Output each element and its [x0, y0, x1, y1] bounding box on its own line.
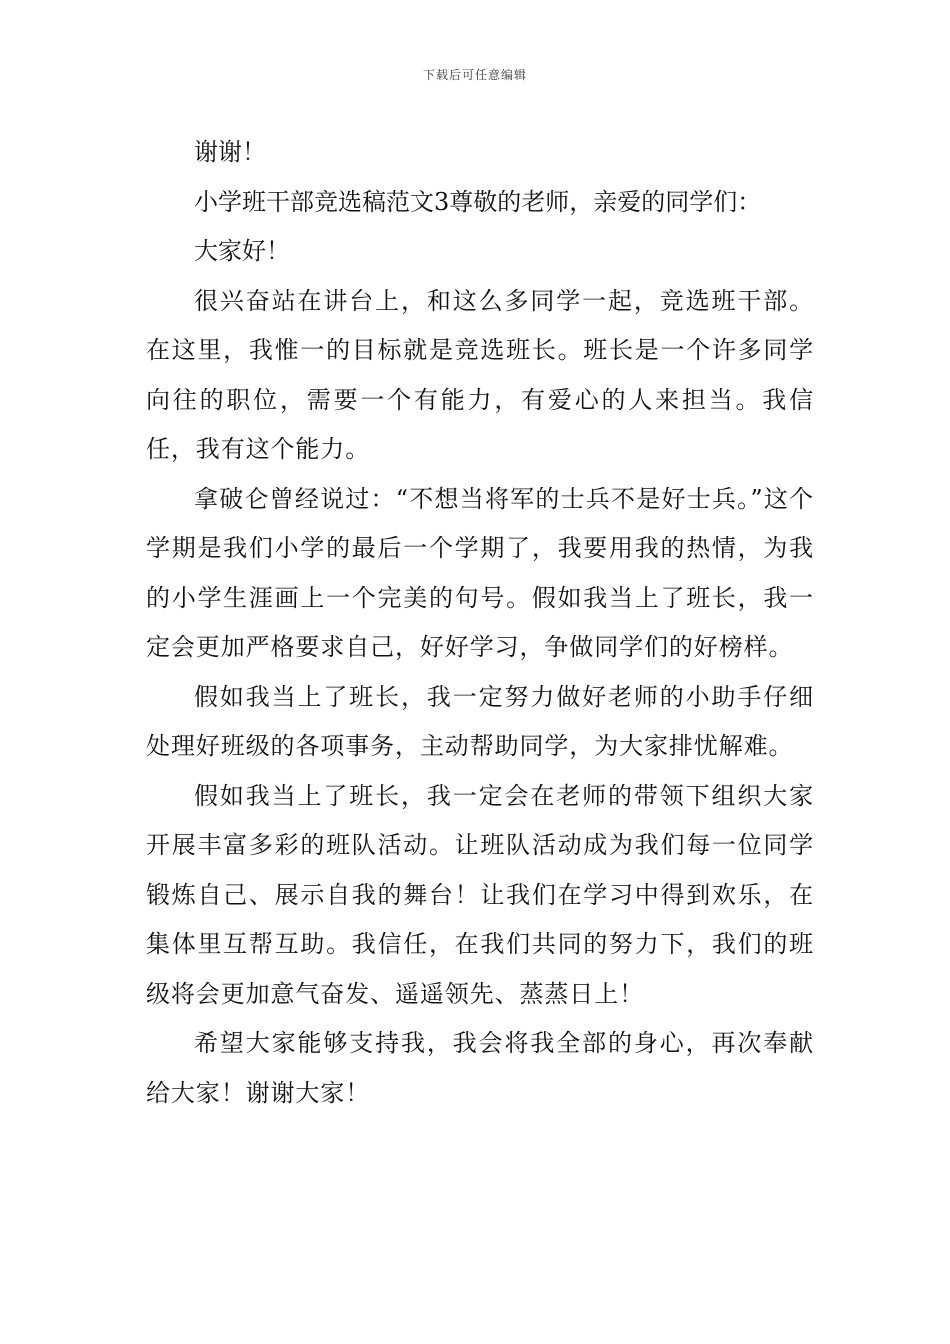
paragraph-thanks: 谢谢！ [194, 138, 266, 166]
page-header-note: 下载后可任意编辑 [422, 68, 527, 82]
paragraph-activities: 假如我当上了班长，我一定会在老师的带领下组织大家开展丰富多彩的班队活动。让班队活动成为我们每一位同学锻炼自己、展示自我的舞台！让我们在学习中得到欢乐，在集体里互帮互助。我信任，在我们共同的努力下，我们的班级将会更加意气奋发、遥遥领先、蒸蒸日上！ [146, 781, 814, 1008]
paragraph-helper: 假如我当上了班长，我一定努力做好老师的小助手仔细处理好班级的各项事务，主动帮助同学，为大家排忧解难。 [146, 682, 814, 760]
document-body [146, 128, 814, 1118]
paragraph-title-greeting: 小学班干部竞选稿范文3尊敬的老师，亲爱的同学们： [194, 187, 762, 216]
paragraph-napoleon: 拿破仑曾经说过：“不想当将军的士兵不是好士兵。”这个学期是我们小学的最后一个学期了，我要用我的热情，为我的小学生涯画上一个完美的句号。假如我当上了班长，我一定会更加严格要求自己，好好学习，争做同学们的好榜样。 [146, 484, 814, 661]
paragraph-closing: 希望大家能够支持我，我会将我全部的身心，再次奉献给大家！谢谢大家！ [146, 1029, 814, 1107]
paragraph-intro: 很兴奋站在讲台上，和这么多同学一起，竞选班干部。在这里，我惟一的目标就是竞选班长。班长是一个许多同学向往的职位，需要一个有能力，有爱心的人来担当。我信任，我有这个能力。 [146, 286, 814, 463]
paragraph-hello: 大家好！ [194, 237, 290, 265]
